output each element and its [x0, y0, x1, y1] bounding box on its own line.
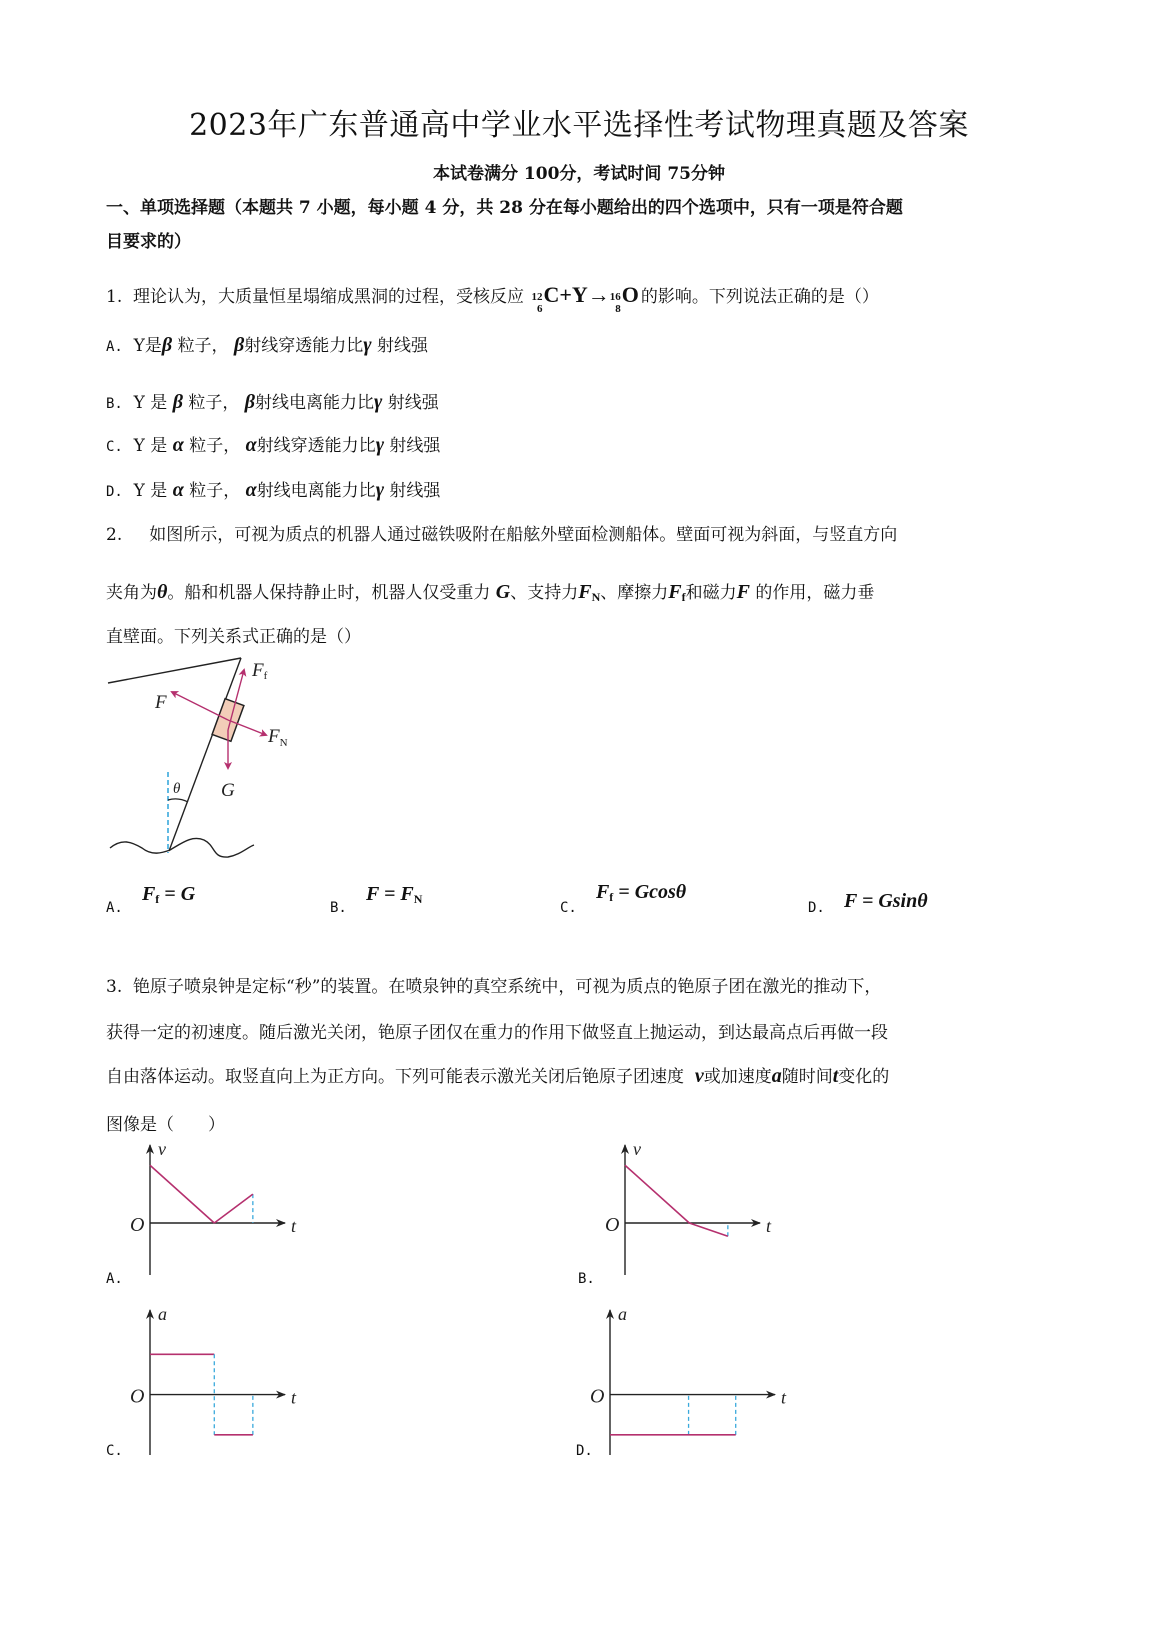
- x-axis-label: t: [291, 1387, 297, 1408]
- acceleration-symbol: a: [771, 1065, 782, 1087]
- q3-stem-line3: [106, 1062, 889, 1088]
- curve-segment: [625, 1165, 689, 1223]
- o-charge-number: 8: [615, 303, 621, 315]
- particle-symbol: β: [244, 391, 256, 413]
- c-symbol: C: [543, 282, 560, 307]
- option-text: 射线强: [387, 393, 439, 413]
- ship-deck-line: [108, 658, 241, 683]
- origin-label: O: [590, 1385, 605, 1408]
- particle-symbol: α: [172, 434, 184, 456]
- x-axis-label: t: [291, 1216, 297, 1236]
- c-mass-number: 12: [531, 291, 543, 303]
- q3-text: 自由落体运动。取竖直向上为正方向。下列可能表示激光关闭后铯原子团速度: [106, 1067, 684, 1087]
- q2-number: 2.: [106, 525, 123, 545]
- origin-label: O: [130, 1214, 145, 1236]
- option-text: 粒子，: [189, 481, 241, 501]
- q3-graph-c: [105, 1300, 305, 1460]
- option-text: Y 是: [133, 481, 168, 501]
- friction-label: Ff: [252, 660, 268, 682]
- option-text: 粒子，: [177, 336, 229, 356]
- q2-text: 夹角为: [106, 583, 157, 603]
- magnetic-force-symbol: F: [736, 581, 750, 603]
- q3-text: 变化的: [838, 1067, 890, 1087]
- particle-symbol: γ: [375, 479, 385, 501]
- q3-option-d-label[interactable]: D.: [576, 1443, 593, 1459]
- q3-option-b-label[interactable]: B.: [578, 1271, 595, 1287]
- gravity-symbol: G: [495, 581, 511, 603]
- option-text: 射线强: [389, 481, 441, 501]
- option-label: A.: [106, 339, 123, 355]
- option-label: C.: [560, 900, 577, 916]
- particle-symbol: α: [245, 434, 257, 456]
- option-formula: $F_f = Gcos\theta$: [595, 881, 687, 904]
- normal-force-label: $F_N$: [268, 726, 288, 749]
- q2-stem-line3: 直壁面。下列关系式正确的是（）: [106, 627, 361, 647]
- reaction-plus-y: +Y→: [559, 282, 610, 307]
- exam-info: 本试卷满分 100分，考试时间 75分钟: [433, 164, 725, 184]
- water-wave: [110, 838, 254, 857]
- q3-option-a-label[interactable]: A.: [106, 1271, 123, 1287]
- q2-force-diagram: [100, 650, 288, 865]
- q1-option-a[interactable]: [106, 331, 428, 357]
- option-label: D.: [106, 484, 123, 500]
- q2-option-a[interactable]: [106, 883, 196, 919]
- section-header-cont: 目要求的）: [106, 232, 191, 252]
- curve-segment: [150, 1165, 214, 1223]
- option-formula: F = Gsinθ: [843, 890, 928, 912]
- q1-number: 1.: [106, 287, 123, 307]
- nuclear-reaction: [531, 282, 638, 315]
- q3-stem-line1: [106, 972, 881, 997]
- theta-symbol: θ: [157, 581, 168, 603]
- magnetic-force-arrow: [172, 692, 228, 720]
- particle-symbol: β: [161, 334, 173, 356]
- option-formula: $F_f = G$: [141, 883, 196, 906]
- curve-segment: [214, 1194, 253, 1223]
- q2-option-b[interactable]: [330, 883, 423, 919]
- particle-symbol: α: [172, 479, 184, 501]
- option-text: 射线电离能力比: [255, 393, 375, 413]
- section-header: 一、单项选择题（本题共 7 小题，每小题 4 分，共 28 分在每小题给出的四个选项中，只有一项是符合题: [106, 198, 903, 218]
- q3-graph-a-container[interactable]: [105, 1135, 305, 1284]
- curve-segment: [689, 1223, 728, 1236]
- q2-text: 如图所示，可视为质点的机器人通过磁铁吸附在船舷外壁面检测船体。壁面可视为斜面，与竖直方向: [149, 525, 898, 545]
- particle-symbol: γ: [374, 391, 383, 413]
- x-axis-label: t: [766, 1216, 772, 1236]
- q3-text: 或加速度: [703, 1067, 772, 1087]
- page-title: 2023年广东普通高中学业水平选择性考试物理真题及答案: [189, 108, 969, 143]
- option-text: 粒子，: [189, 436, 241, 456]
- y-axis-label: a: [158, 1304, 167, 1324]
- time-symbol: t: [832, 1065, 839, 1087]
- option-text: Y 是: [133, 393, 168, 413]
- particle-symbol: β: [172, 391, 183, 413]
- q2-text: 。船和机器人保持静止时，机器人仅受重力: [167, 583, 491, 603]
- q1-stem-after: 的影响。下列说法正确的是（）: [640, 287, 879, 307]
- q1-option-d[interactable]: [106, 476, 440, 502]
- particle-symbol: α: [245, 479, 257, 501]
- q3-graph-c-container[interactable]: [105, 1300, 305, 1464]
- q3-text: 随时间: [781, 1067, 833, 1087]
- q2-text: 和磁力: [685, 583, 737, 603]
- q2-option-c[interactable]: [560, 881, 687, 919]
- q3-graph-b-container[interactable]: [580, 1135, 780, 1284]
- option-text: 射线强: [376, 336, 428, 356]
- option-label: C.: [106, 439, 123, 455]
- q3-number: 3.: [106, 977, 123, 997]
- particle-symbol: γ: [363, 334, 372, 356]
- q3-graph-d-container[interactable]: [565, 1300, 795, 1464]
- o-symbol: O: [621, 282, 639, 307]
- option-text: 粒子，: [188, 393, 240, 413]
- angle-arc: [168, 799, 188, 802]
- q3-stem-line4: 图像是（ ）: [106, 1115, 225, 1135]
- option-label: D.: [808, 900, 825, 916]
- q1-option-c[interactable]: [106, 431, 440, 457]
- option-formula: $F = F_N$: [365, 883, 423, 906]
- q2-option-d[interactable]: [808, 890, 928, 918]
- q3-graph-b: [580, 1135, 780, 1280]
- gravity-label: G: [221, 780, 235, 801]
- particle-symbol: γ: [375, 434, 385, 456]
- q3-option-c-label[interactable]: C.: [106, 1443, 123, 1459]
- friction-symbol: $F_f$: [668, 581, 686, 604]
- y-axis-label: v: [633, 1139, 641, 1159]
- option-text: 射线强: [389, 436, 441, 456]
- particle-symbol: β: [233, 334, 245, 356]
- option-label: B.: [330, 900, 347, 916]
- q3-stem-line2: 获得一定的初速度。随后激光关闭，铯原子团仅在重力的作用下做竖直上抛运动，到达最高点后再做一段: [106, 1023, 888, 1043]
- q2-stem-line2: [106, 578, 874, 605]
- y-axis-label: a: [618, 1304, 627, 1324]
- q1-stem-before: 理论认为，大质量恒星塌缩成黑洞的过程，受核反应: [133, 287, 525, 307]
- option-text: 射线电离能力比: [256, 481, 376, 501]
- option-text: Y 是: [133, 436, 168, 456]
- q1-stem: [106, 282, 879, 315]
- q2-text: 的作用，磁力垂: [755, 583, 875, 603]
- q3-text: 铯原子喷泉钟是定标“秒”的装置。在喷泉钟的真空系统中，可视为质点的铯原子团在激光的推动下，: [133, 977, 882, 997]
- origin-label: O: [605, 1214, 620, 1236]
- origin-label: O: [130, 1385, 145, 1408]
- q2-text: 、摩擦力: [600, 583, 669, 603]
- q2-text: 、支持力: [510, 583, 579, 603]
- option-text: Y是: [133, 336, 162, 356]
- q3-graph-d: [565, 1300, 795, 1460]
- magnetic-force-label: F: [155, 692, 167, 713]
- option-text: 射线穿透能力比: [256, 436, 376, 456]
- hull-wall-line: [169, 658, 241, 851]
- o-mass-number: 16: [609, 291, 621, 303]
- q1-option-b[interactable]: [106, 388, 439, 414]
- option-label: B.: [106, 396, 123, 412]
- x-axis-label: t: [781, 1387, 787, 1408]
- q2-stem-line1: [106, 520, 897, 545]
- option-text: 射线穿透能力比: [244, 336, 364, 356]
- c-charge-number: 6: [536, 303, 543, 315]
- y-axis-label: v: [158, 1139, 166, 1159]
- option-label: A.: [106, 900, 123, 916]
- normal-force-symbol: $F_N$: [578, 581, 601, 604]
- velocity-symbol: v: [694, 1065, 704, 1087]
- theta-label: θ: [173, 781, 181, 797]
- q3-graph-a: [105, 1135, 305, 1280]
